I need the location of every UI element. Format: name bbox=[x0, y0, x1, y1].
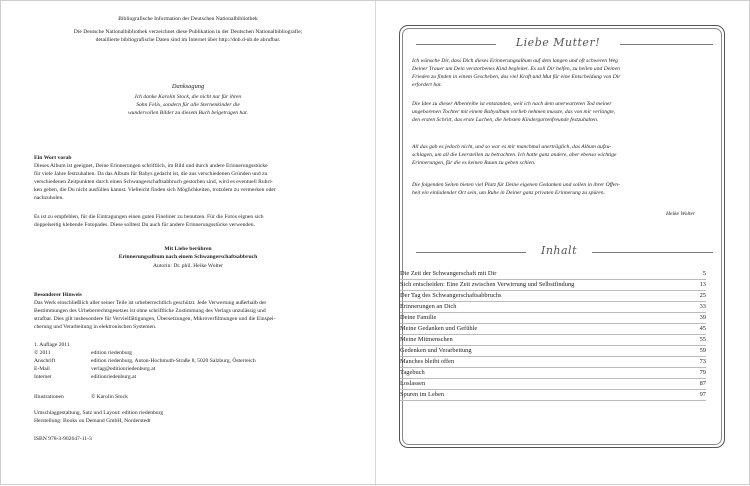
book-title: Mit Liebe berühren bbox=[164, 246, 212, 252]
heading-rule-left bbox=[416, 44, 496, 45]
toc-heading: Inhalt bbox=[540, 244, 577, 257]
toc-entry-page: 55 bbox=[699, 336, 706, 343]
notice-line-4: cherung und Verarbeitung in elektronischen Systemen. bbox=[34, 324, 157, 330]
imprint-page bbox=[1, 1, 375, 486]
toc-entry[interactable] bbox=[400, 357, 706, 367]
thanks-line-1: Ich danke Karolin Stock, die nicht nur für ihren bbox=[134, 94, 242, 100]
toc-entry-page: 33 bbox=[699, 303, 706, 310]
para1-line-1: Ich wünsche Dir, dass Dich dieses Erinnerungsalbum auf dem langen und oft schweren Weg bbox=[412, 58, 618, 64]
toc-entry[interactable] bbox=[400, 324, 706, 334]
toc-entry[interactable] bbox=[400, 291, 706, 301]
para3-line-3: Erinnerungen, für die es keinen Raum zu geben schien. bbox=[412, 160, 536, 166]
toc-entry-label: Spuren im Leben bbox=[400, 391, 445, 398]
toc-entry-label: Manches bleibt offen bbox=[400, 358, 455, 365]
thanks-title: Danksagung bbox=[171, 83, 205, 90]
notice-line-3: strafbar. Dies gilt insbesondere für Vervielfältigungen, Übersetzungen, Mikroverfilmungen und die Einspei- bbox=[34, 316, 276, 322]
notice-line-2: Bestimmungen des Urheberrechtsgesetzes ist ohne schriftliche Zustimmung des Verlags unzulässig und bbox=[34, 308, 266, 314]
toc-entry[interactable] bbox=[400, 346, 706, 356]
bib-line-2: detaillierte bibliografische Daten sind im Internet über http://dnb.d-nb.de abrufbar. bbox=[95, 37, 281, 43]
isbn: ISBN 978-3-902647-11-3 bbox=[34, 436, 92, 442]
toc-entry[interactable] bbox=[400, 379, 706, 389]
book-subtitle: Erinnerungsalbum nach einem Schwangerschaftsabbruch bbox=[118, 254, 258, 260]
toc-entry-label: Loslassen bbox=[400, 380, 426, 387]
toc-entry-page: 97 bbox=[699, 391, 706, 398]
imprint-internet-val: editionriedenburg.at bbox=[91, 374, 137, 380]
foreword-line-3: verschiedenen Zeitpunkten durch einen Schwangerschaftsabbruch gestorben sind, wird es eventuell Rubri- bbox=[34, 179, 273, 185]
toc-entry[interactable] bbox=[400, 390, 706, 400]
notice-title: Besonderer Hinweis bbox=[34, 292, 82, 298]
imprint-internet-key: Internet bbox=[34, 374, 52, 380]
toc-entry-page: 73 bbox=[699, 358, 706, 365]
letter-heading: Liebe Mutter! bbox=[515, 36, 601, 49]
para4-line-1: Die folgenden Seiten bieten viel Platz für Deine eigenen Gedanken und sollen in ihrer Offen- bbox=[412, 182, 620, 188]
foreword2-line-2: doppelseitig klebende Fotopades. Diese solltest Du auch für andere Erinnerungsstücke verwenden. bbox=[34, 222, 255, 228]
imprint-copyright-key: © 2011 bbox=[34, 350, 51, 356]
illustrations-key: Illustrationen bbox=[34, 394, 64, 400]
thanks-line-3: wundervollen Bilder zu diesem Buch beigetragen hat. bbox=[127, 110, 249, 116]
imprint-edition: 1. Auflage 2011 bbox=[34, 342, 70, 348]
para2-line-2: ungeborenen Tochter mit einem Babyalbum vorlieb nehmen musste, das von mir verlangte, bbox=[412, 109, 616, 115]
para1-line-4: erfordert hat. bbox=[412, 82, 442, 88]
para1-line-2: Deiner Trauer um Dein verstorbenes Kind begleitet. Es soll Dir helfen, zu heilen und Deinen bbox=[412, 66, 620, 72]
thanks-line-2: Sohn Felix, sondern für alle Sternenkinder die bbox=[136, 102, 240, 108]
foreword-line-4: ken geben, die Du nicht ausfüllen kannst. Vielleicht finden sich Möglichkeiten, trotzdem zu vermerken oder bbox=[34, 187, 276, 193]
toc-entry-label: Erinnerungen an Dich bbox=[400, 303, 457, 310]
toc-entry-page: 87 bbox=[699, 380, 706, 387]
para3-line-1: All das gab es jedoch nicht, und so war es mir manchmal unerträglich, das Album aufzu- bbox=[412, 144, 612, 150]
toc-entry-label: Die Zeit der Schwangerschaft mit Dir bbox=[400, 270, 497, 277]
para4-line-2: heit ein einladender Ort sein, um Ruhe in Deiner ganz privaten Erinnerung zu spüren. bbox=[412, 190, 605, 196]
foreword-line-2: für viele Jahre festzuhalten. Da das Album für Babys gedacht ist, die aus verschiedenen Gründen und zu bbox=[34, 171, 268, 177]
foreword-line-1: Dieses Album ist geeignet, Deine Erinnerungen schriftlich, im Bild und durch andere Erinnerungsstücke bbox=[34, 163, 268, 169]
production-line-1: Umschlaggestaltung, Satz und Layout: edition riedenburg bbox=[34, 410, 164, 416]
toc-entry-page: 39 bbox=[699, 314, 706, 321]
illustrations-val: © Karolin Stock bbox=[91, 394, 128, 400]
book-author: Autorin: Dr. phil. Heike Wolter bbox=[153, 263, 223, 269]
toc-divider bbox=[400, 400, 706, 401]
imprint-address-key: Anschrift bbox=[34, 358, 56, 364]
toc-entry[interactable] bbox=[400, 313, 706, 323]
letter-toc-page bbox=[376, 1, 750, 486]
foreword2-line-1: Es ist zu empfehlen, für die Eintragungen einen guten Fineliner zu benutzen. Für die Fotos eignen sich bbox=[34, 214, 264, 220]
toc-entry[interactable] bbox=[400, 368, 706, 378]
toc-rule-left bbox=[416, 252, 526, 253]
para2-line-3: den ersten Schritt, das erste Lachen, die liebsten Kindergartenfreunde festzuhalten. bbox=[412, 117, 599, 123]
imprint-email-key: E-Mail bbox=[34, 366, 50, 372]
toc-entry-page: 79 bbox=[699, 369, 706, 376]
toc-entry-label: Gedenken und Verarbeitung bbox=[400, 347, 472, 354]
toc-entry-page: 59 bbox=[699, 347, 706, 354]
bib-line-1: Die Deutsche Nationalbibliothek verzeichnet diese Publikation in der Deutschen Nationalbibliografie; bbox=[73, 29, 303, 35]
toc-entry-label: Sich entscheiden: Eine Zeit zwischen Verwirrung und Selbstfindung bbox=[400, 281, 575, 288]
toc-entry[interactable] bbox=[400, 269, 706, 279]
foreword-title: Ein Wort vorab bbox=[34, 155, 72, 161]
imprint-email-val: verlag@editionriedenburg.at bbox=[91, 366, 156, 372]
toc-entry-page: 13 bbox=[699, 281, 706, 288]
toc-entry-label: Deine Familie bbox=[400, 314, 437, 321]
toc-entry-page: 5 bbox=[702, 270, 706, 277]
table-of-contents bbox=[400, 269, 706, 419]
imprint-address-val: edition riedenburg, Anton-Hochmuth-Straße 8, 5020 Salzburg, Österreich bbox=[91, 358, 256, 364]
signature: Heike Wolter bbox=[666, 211, 696, 217]
imprint-copyright-val: edition riedenburg bbox=[91, 350, 133, 356]
para2-line-1: Die Idee zu dieser Albenreihe ist entstanden, weil ich nach dem unerwarteten Tod meiner bbox=[412, 101, 612, 107]
para1-line-3: Frieden zu finden in einem Geschehen, das viel Kraft und Mut für eine Entscheidung von Dir bbox=[412, 74, 621, 80]
para3-line-2: schlagen, um all die Leerstellen zu betrachten. Ich hatte ganz andere, aber ebenso wichtige bbox=[412, 152, 617, 158]
toc-entry-page: 45 bbox=[699, 325, 706, 332]
toc-entry-page: 25 bbox=[699, 292, 706, 299]
production-line-2: Herstellung: Books on Demand GmbH, Norderstedt bbox=[34, 418, 151, 424]
bib-title: Bibliografische Information der Deutschen Nationalbibliothek bbox=[118, 16, 258, 22]
toc-entry[interactable] bbox=[400, 302, 706, 312]
toc-entry[interactable] bbox=[400, 335, 706, 345]
toc-entry-label: Der Tag des Schwangerschaftsabbruchs bbox=[400, 292, 502, 299]
toc-entry-label: Tagebuch bbox=[400, 369, 425, 376]
toc-entry-label: Meine Gedanken und Gefühle bbox=[400, 325, 478, 332]
toc-entry[interactable] bbox=[400, 280, 706, 290]
toc-entry-label: Meine Mitmenschen bbox=[400, 336, 453, 343]
heading-rule-right bbox=[620, 44, 713, 45]
toc-rule-right bbox=[592, 252, 713, 253]
notice-line-1: Das Werk einschließlich aller seiner Teile ist urheberrechtlich geschützt. Jede Verwertung außerhalb der bbox=[34, 300, 267, 306]
foreword-line-5: nachzuholen. bbox=[34, 195, 64, 201]
